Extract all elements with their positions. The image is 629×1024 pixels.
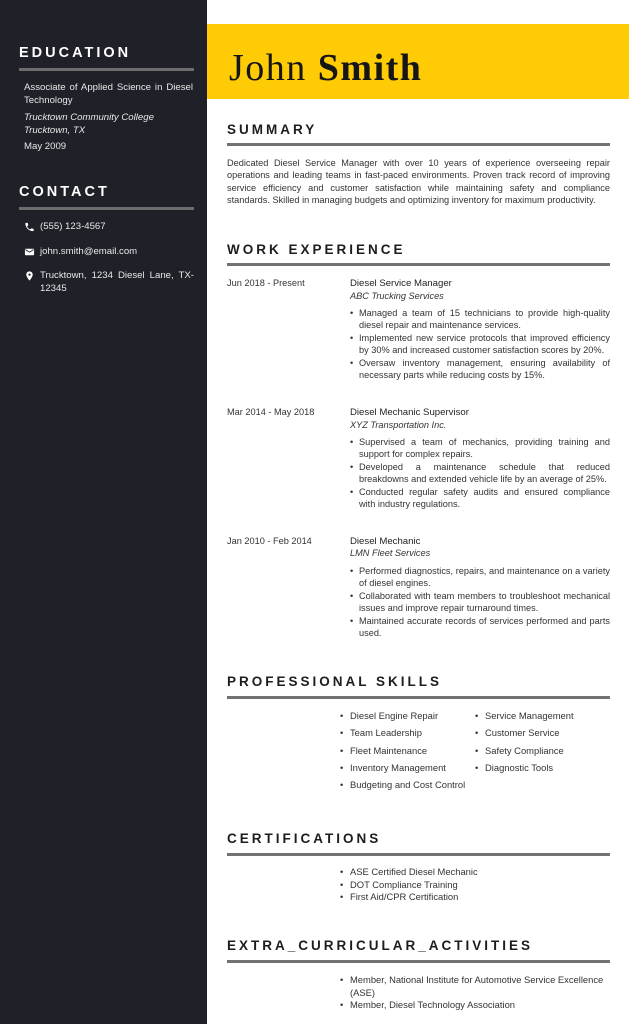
phone-icon	[24, 221, 35, 233]
education-location: Trucktown, TX	[24, 124, 86, 136]
education-degree: Associate of Applied Science in Diesel Technology	[24, 82, 193, 106]
job-bullet-list	[350, 436, 610, 510]
job-dates: Jun 2018 - Present	[227, 278, 305, 288]
skill-item: • Fleet Maintenance	[340, 745, 475, 757]
job-bullet-list	[350, 307, 610, 381]
certifications-divider	[227, 853, 610, 856]
contact-address-row	[24, 270, 194, 295]
contact-heading: CONTACT	[19, 184, 110, 200]
work-heading: WORK EXPERIENCE	[227, 242, 406, 257]
skill-item: • Budgeting and Cost Control	[340, 779, 475, 791]
skills-divider	[227, 696, 610, 699]
certification-item: • First Aid/CPR Certification	[340, 891, 612, 904]
education-date: May 2009	[24, 141, 67, 152]
last-name: Smith	[317, 47, 423, 89]
candidate-name	[229, 46, 422, 90]
skill-item: • Team Leadership	[340, 727, 475, 739]
skill-item: • Diesel Engine Repair	[340, 710, 475, 722]
contact-phone-row	[24, 221, 194, 234]
activities-divider	[227, 960, 610, 963]
skill-item: • Diagnostic Tools	[475, 762, 610, 774]
summary-divider	[227, 143, 610, 146]
skills-grid	[340, 710, 610, 791]
job-dates: Jan 2010 - Feb 2014	[227, 536, 312, 546]
work-divider	[227, 263, 610, 266]
job-bullet: • Maintained accurate records of services performed and parts used.	[350, 615, 610, 640]
job-bullet: • Oversaw inventory management, ensuring availability of necessary parts while reducing costs by 15%.	[350, 357, 610, 382]
job-dates: Mar 2014 - May 2018	[227, 407, 315, 417]
job-bullet: • Developed a maintenance schedule that reduced breakdowns and extended vehicle life by an average of 25%.	[350, 461, 610, 486]
name-banner	[207, 24, 629, 99]
contact-divider	[19, 207, 194, 210]
skill-item: • Safety Compliance	[475, 745, 610, 757]
job-bullet-list	[350, 565, 610, 639]
activities-heading: EXTRA_CURRICULAR_ACTIVITIES	[227, 938, 534, 953]
certification-item: • DOT Compliance Training	[340, 879, 612, 892]
activity-item: • Member, Diesel Technology Association	[340, 999, 612, 1012]
contact-phone: (555) 123-4567	[40, 221, 106, 232]
job-bullet: • Collaborated with team members to troubleshoot mechanical issues and improve repair turnaround times.	[350, 590, 610, 615]
job-company: XYZ Transportation Inc.	[350, 420, 447, 430]
education-heading: EDUCATION	[19, 45, 132, 61]
education-school: Trucktown Community College	[24, 112, 154, 123]
education-school-block	[24, 112, 193, 137]
mail-icon	[24, 246, 35, 258]
summary-heading: SUMMARY	[227, 122, 318, 137]
education-divider	[19, 68, 194, 71]
summary-text: Dedicated Diesel Service Manager with over 10 years of experience overseeing repair operations and leading teams in fast-paced environments. Proven track record of improving service efficiency and customer satisfaction while maintaining safety and compliance standards. Skilled in managing budgets and optimizing inventory for maximum productivity.	[227, 158, 610, 206]
skill-item: • Inventory Management	[340, 762, 475, 774]
contact-address: Trucktown, 1234 Diesel Lane, TX-12345	[40, 270, 194, 294]
location-pin-icon	[24, 270, 35, 282]
job-title: Diesel Service Manager	[350, 278, 452, 289]
job-bullet: • Managed a team of 15 technicians to provide high-quality diesel repair and maintenance services.	[350, 307, 610, 332]
job-company: ABC Trucking Services	[350, 291, 444, 301]
job-bullet: • Conducted regular safety audits and ensured compliance with industry regulations.	[350, 486, 610, 511]
job-bullet: • Supervised a team of mechanics, providing training and support for complex repairs.	[350, 436, 610, 461]
contact-email[interactable]: john.smith@email.com	[40, 246, 138, 257]
activities-list	[340, 974, 612, 1012]
certifications-list	[340, 866, 612, 904]
sidebar	[0, 0, 207, 1024]
job-title: Diesel Mechanic	[350, 536, 421, 547]
job-title: Diesel Mechanic Supervisor	[350, 407, 469, 418]
first-name: John	[229, 47, 307, 89]
job-bullet: • Implemented new service protocols that improved efficiency by 30% and increased customer satisfaction scores by 20%.	[350, 332, 610, 357]
skill-item: • Service Management	[475, 710, 610, 722]
certification-item: • ASE Certified Diesel Mechanic	[340, 866, 612, 879]
job-bullet: • Performed diagnostics, repairs, and maintenance on a variety of diesel engines.	[350, 565, 610, 590]
job-company: LMN Fleet Services	[350, 548, 431, 558]
skill-item: • Customer Service	[475, 727, 610, 739]
contact-email-row	[24, 246, 194, 259]
certifications-heading: CERTIFICATIONS	[227, 831, 382, 846]
skills-heading: PROFESSIONAL SKILLS	[227, 674, 443, 689]
activity-item: • Member, National Institute for Automotive Service Excellence (ASE)	[340, 974, 612, 999]
